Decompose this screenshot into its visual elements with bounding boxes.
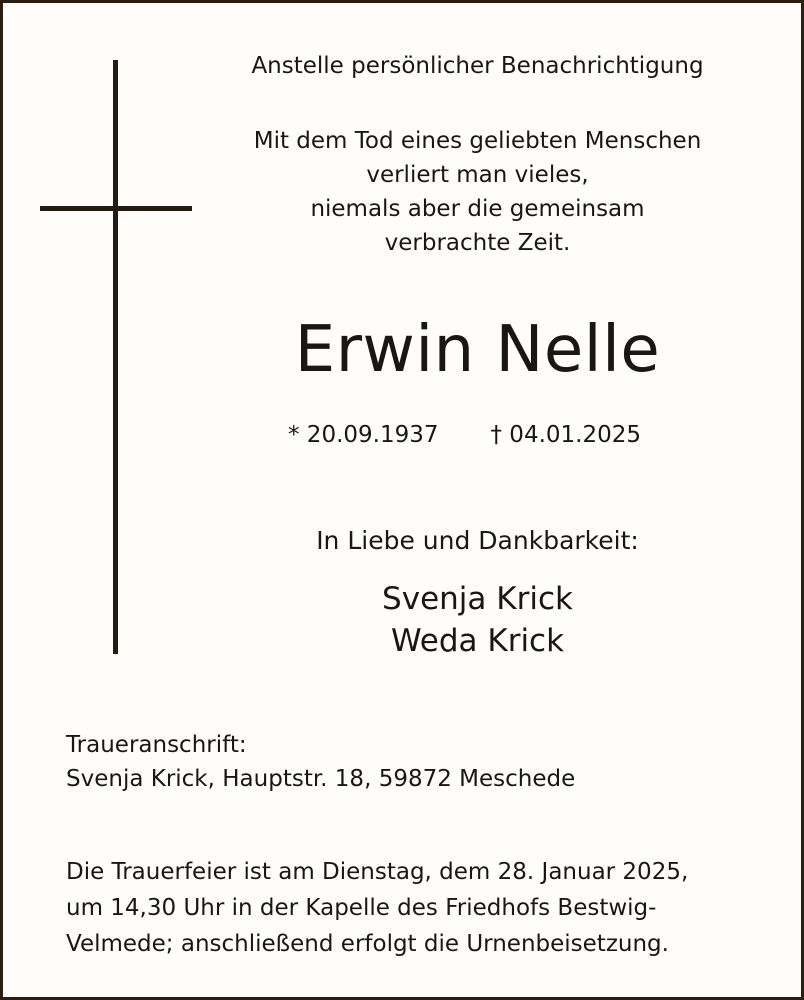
quote-line: verliert man vieles,: [366, 162, 589, 188]
life-dates: [288, 420, 641, 450]
service-line: Velmede; anschließend erfolgt die Urnenbeisetzung.: [66, 931, 669, 957]
death-date: † 04.01.2025: [490, 422, 641, 448]
quote-line: niemals aber die gemeinsam: [310, 196, 645, 222]
mourning-address: [66, 728, 766, 796]
service-line: um 14,30 Uhr in der Kapelle des Friedhofs Bestwig-: [66, 895, 657, 921]
mourner-name: Weda Krick: [390, 623, 565, 659]
mourners-list: [200, 578, 755, 662]
cross-horizontal-bar: [40, 206, 192, 211]
quote-line: Mit dem Tod eines geliebten Menschen: [253, 128, 702, 154]
memorial-quote: [200, 124, 755, 260]
deceased-name: Erwin Nelle: [294, 313, 661, 387]
quote-line: verbrachte Zeit.: [384, 230, 571, 256]
address-label: Traueranschrift:: [66, 732, 247, 758]
service-line: Die Trauerfeier ist am Dienstag, dem 28. Januar 2025,: [66, 859, 689, 885]
cross-vertical-bar: [113, 60, 118, 654]
funeral-service-info: [66, 854, 766, 962]
address-text: Svenja Krick, Hauptstr. 18, 59872 Meschede: [66, 766, 576, 792]
thanks-line: In Liebe und Dankbarkeit:: [316, 526, 639, 555]
mourner-name: Svenja Krick: [382, 581, 573, 617]
birth-date: * 20.09.1937: [288, 422, 439, 448]
intro-text: Anstelle persönlicher Benachrichtigung: [251, 53, 704, 79]
